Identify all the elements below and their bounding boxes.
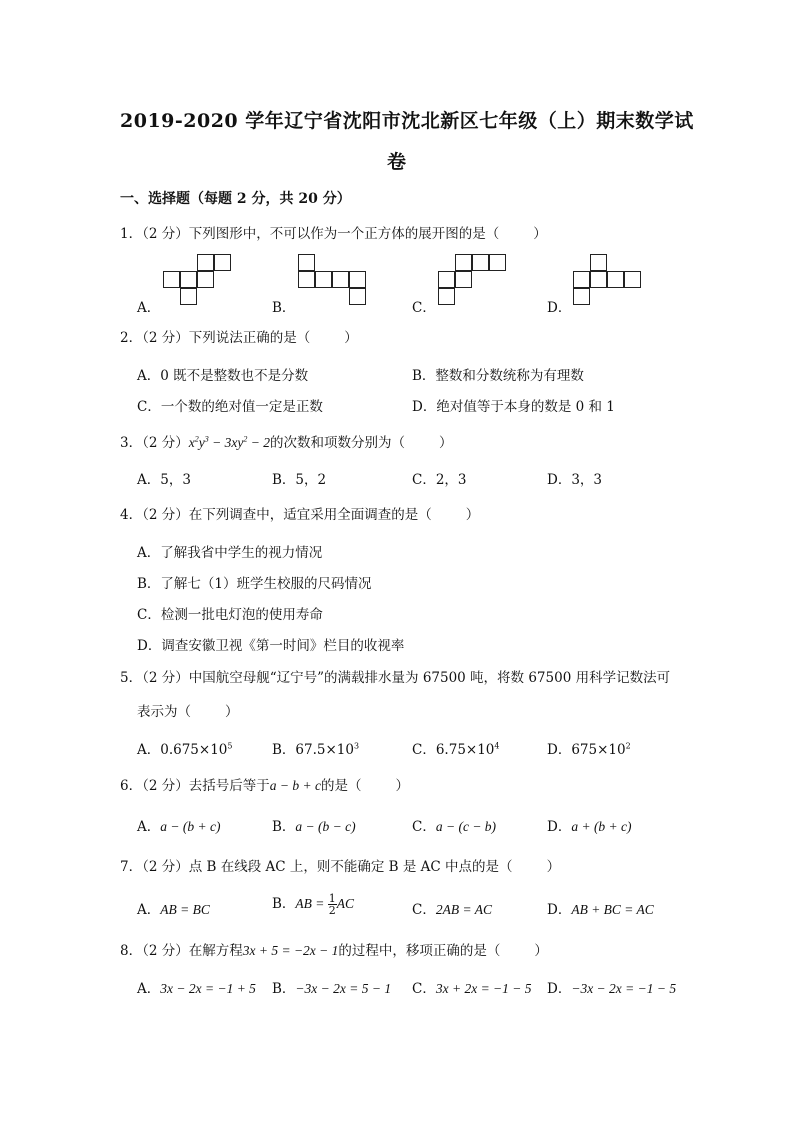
question-5-stem-line1: 5．（2 分）中国航空母舰“辽宁号”的满载排水量为 67500 吨，将数 67500 用科学记数法可: [120, 670, 671, 686]
q1-net-b-figure: [298, 254, 370, 308]
q8-option-a[interactable]: A．3x − 2x = −1 + 5: [137, 981, 256, 997]
q2-option-d[interactable]: D．绝对值等于本身的数是 0 和 1: [412, 399, 615, 415]
q1-option-b[interactable]: B．: [272, 300, 296, 316]
q8-option-b[interactable]: B．−3x − 2x = 5 − 1: [272, 981, 392, 997]
q7-fraction: $\frac{1}{2}$: [328, 892, 336, 917]
q5-option-d[interactable]: D．$675\times 10^2$: [547, 741, 631, 758]
q6-option-a[interactable]: A．a − (b + c): [137, 819, 221, 835]
q4-option-c[interactable]: C．检测一批电灯泡的使用寿命: [137, 607, 323, 623]
question-8-stem: 8．（2 分）在解方程3x + 5 = −2x − 1的过程中，移项正确的是（ ）: [120, 943, 548, 959]
q1-net-d-figure: [573, 254, 645, 308]
q7-option-d[interactable]: D．AB + BC = AC: [547, 902, 654, 918]
q6-option-c[interactable]: C．a − (c − b): [412, 819, 497, 835]
q6-option-d[interactable]: D．a + (b + c): [547, 819, 632, 835]
q1-option-c[interactable]: C．: [412, 300, 436, 316]
page-title-line1: 2019-2020 学年辽宁省沈阳市沈北新区七年级（上）期末数学试: [120, 110, 694, 132]
question-5-stem-line2: 表示为（ ）: [137, 704, 239, 720]
q7-option-a[interactable]: A．AB = BC: [137, 902, 210, 918]
q5-option-c[interactable]: C．$6.75\times 10^4$: [412, 741, 500, 758]
q3-option-a[interactable]: A．5，3: [137, 472, 191, 488]
q5-option-a[interactable]: A．$0.675\times 10^5$: [137, 741, 233, 758]
q7-option-c[interactable]: C．2AB = AC: [412, 902, 492, 918]
q1-option-d[interactable]: D．: [547, 300, 572, 316]
q3-option-c[interactable]: C．2，3: [412, 472, 467, 488]
q3-option-b[interactable]: B．5，2: [272, 472, 327, 488]
q4-option-a[interactable]: A．了解我省中学生的视力情况: [137, 545, 323, 561]
q7-option-b[interactable]: B．AB = $\frac{1}{2}$ AC: [272, 892, 355, 917]
q3-expression: $x^2y^3 - 3xy^2 - 2$: [188, 434, 270, 450]
q2-option-a[interactable]: A．0 既不是整数也不是分数: [137, 368, 309, 384]
section-heading: 一、选择题（每题 2 分，共 20 分）: [120, 191, 351, 207]
q8-option-d[interactable]: D．−3x − 2x = −1 − 5: [547, 981, 677, 997]
q3-option-d[interactable]: D．3，3: [547, 472, 603, 488]
q1-option-a[interactable]: A．: [137, 300, 161, 316]
question-1-stem: 1．（2 分）下列图形中，不可以作为一个正方体的展开图的是（ ）: [120, 226, 547, 242]
q1-net-a-figure: [163, 254, 235, 308]
q4-option-b[interactable]: B．了解七（1）班学生校服的尺码情况: [137, 576, 372, 592]
question-2-stem: 2．（2 分）下列说法正确的是（ ）: [120, 330, 358, 346]
question-4-stem: 4．（2 分）在下列调查中，适宜采用全面调查的是（ ）: [120, 507, 480, 523]
question-7-stem: 7．（2 分）点 B 在线段 AC 上，则不能确定 B 是 AC 中点的是（ ）: [120, 859, 561, 875]
q6-option-b[interactable]: B．a − (b − c): [272, 819, 356, 835]
question-6-stem: 6．（2 分）去括号后等于a − b + c的是（ ）: [120, 778, 409, 794]
q2-option-c[interactable]: C．一个数的绝对值一定是正数: [137, 399, 323, 415]
question-3-stem: 3．（2 分）$x^2y^3 - 3xy^2 - 2$的次数和项数分别为（ ）: [120, 434, 453, 451]
q4-option-d[interactable]: D．调查安徽卫视《第一时间》栏目的收视率: [137, 638, 405, 654]
q2-option-b[interactable]: B．整数和分数统称为有理数: [412, 368, 584, 384]
q8-option-c[interactable]: C．3x + 2x = −1 − 5: [412, 981, 532, 997]
q5-option-b[interactable]: B．$67.5\times 10^3$: [272, 741, 360, 758]
q1-net-c-figure: [438, 254, 510, 308]
page-title-line2: 卷: [387, 151, 407, 173]
